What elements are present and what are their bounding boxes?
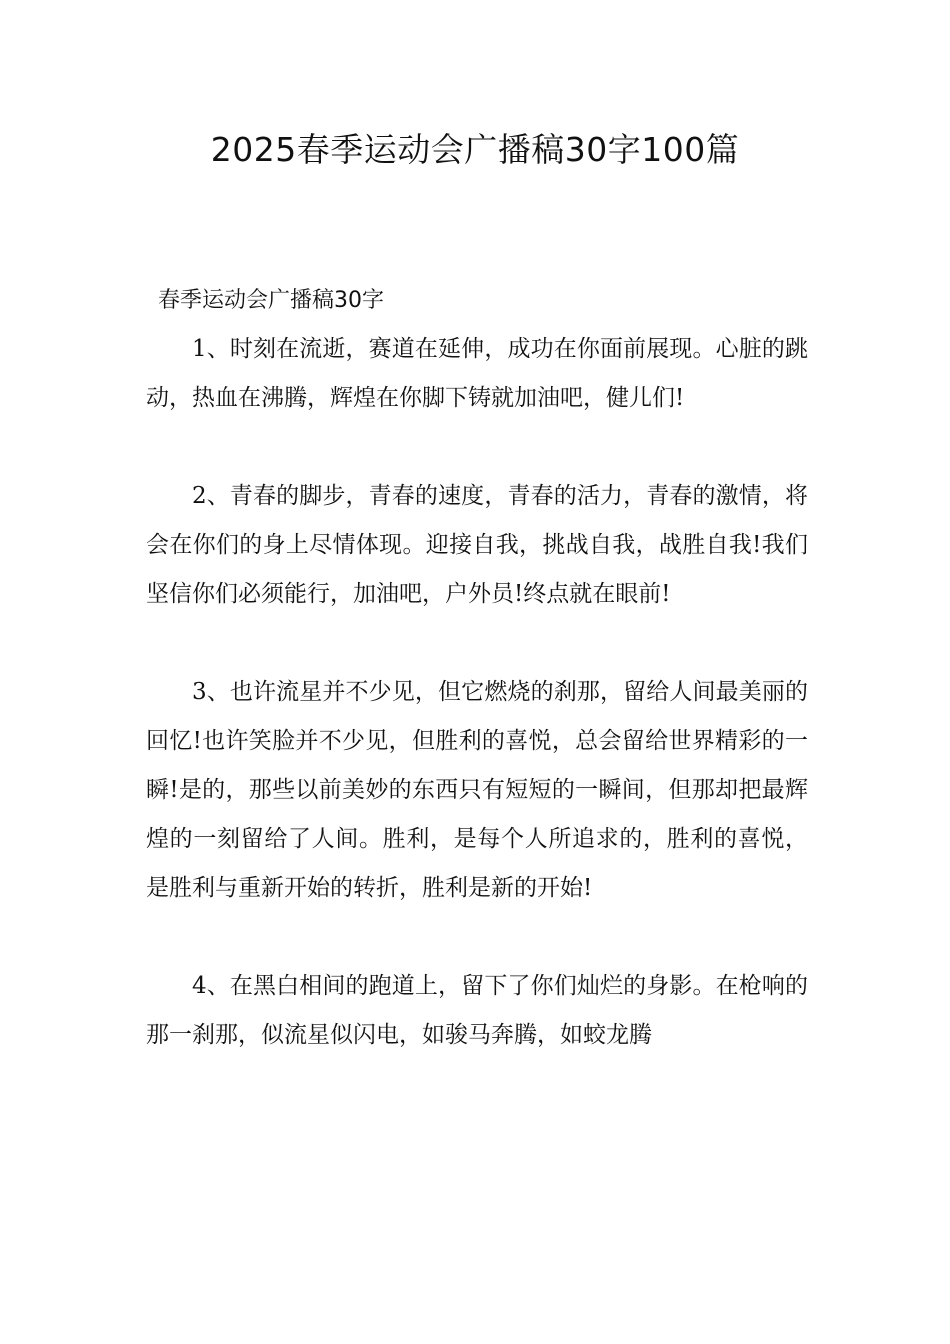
paragraph-3: 3、也许流星并不少见，但它燃烧的刹那，留给人间最美丽的回忆!也许笑脸并不少见，但胜利的喜悦，总会留给世界精彩的一瞬!是的，那些以前美妙的东西只有短短的一瞬间，但那却把最辉煌的一刻留给了人间。胜利，是每个人所追求的，胜利的喜悦，是胜利与重新开始的转折，胜利是新的开始! [146,679,808,901]
paragraph-2: 2、青春的脚步，青春的速度，青春的活力，青春的激情，将会在你们的身上尽情体现。迎接自我，挑战自我，战胜自我!我们坚信你们必须能行，加油吧，户外员!终点就在眼前! [146,483,808,607]
document-title: 2025春季运动会广播稿30字100篇 [210,130,740,169]
paragraph-4: 4、在黑白相间的跑道上，留下了你们灿烂的身影。在枪响的那一刹那，似流星似闪电，如骏马奔腾，如蛟龙腾 [146,973,808,1048]
paragraph-1: 1、时刻在流逝，赛道在延伸，成功在你面前展现。心脏的跳动，热血在沸腾，辉煌在你脚下铸就加油吧，健儿们! [146,336,808,411]
document-body [146,281,808,1109]
section-heading: 春季运动会广播稿30字 [158,288,384,313]
